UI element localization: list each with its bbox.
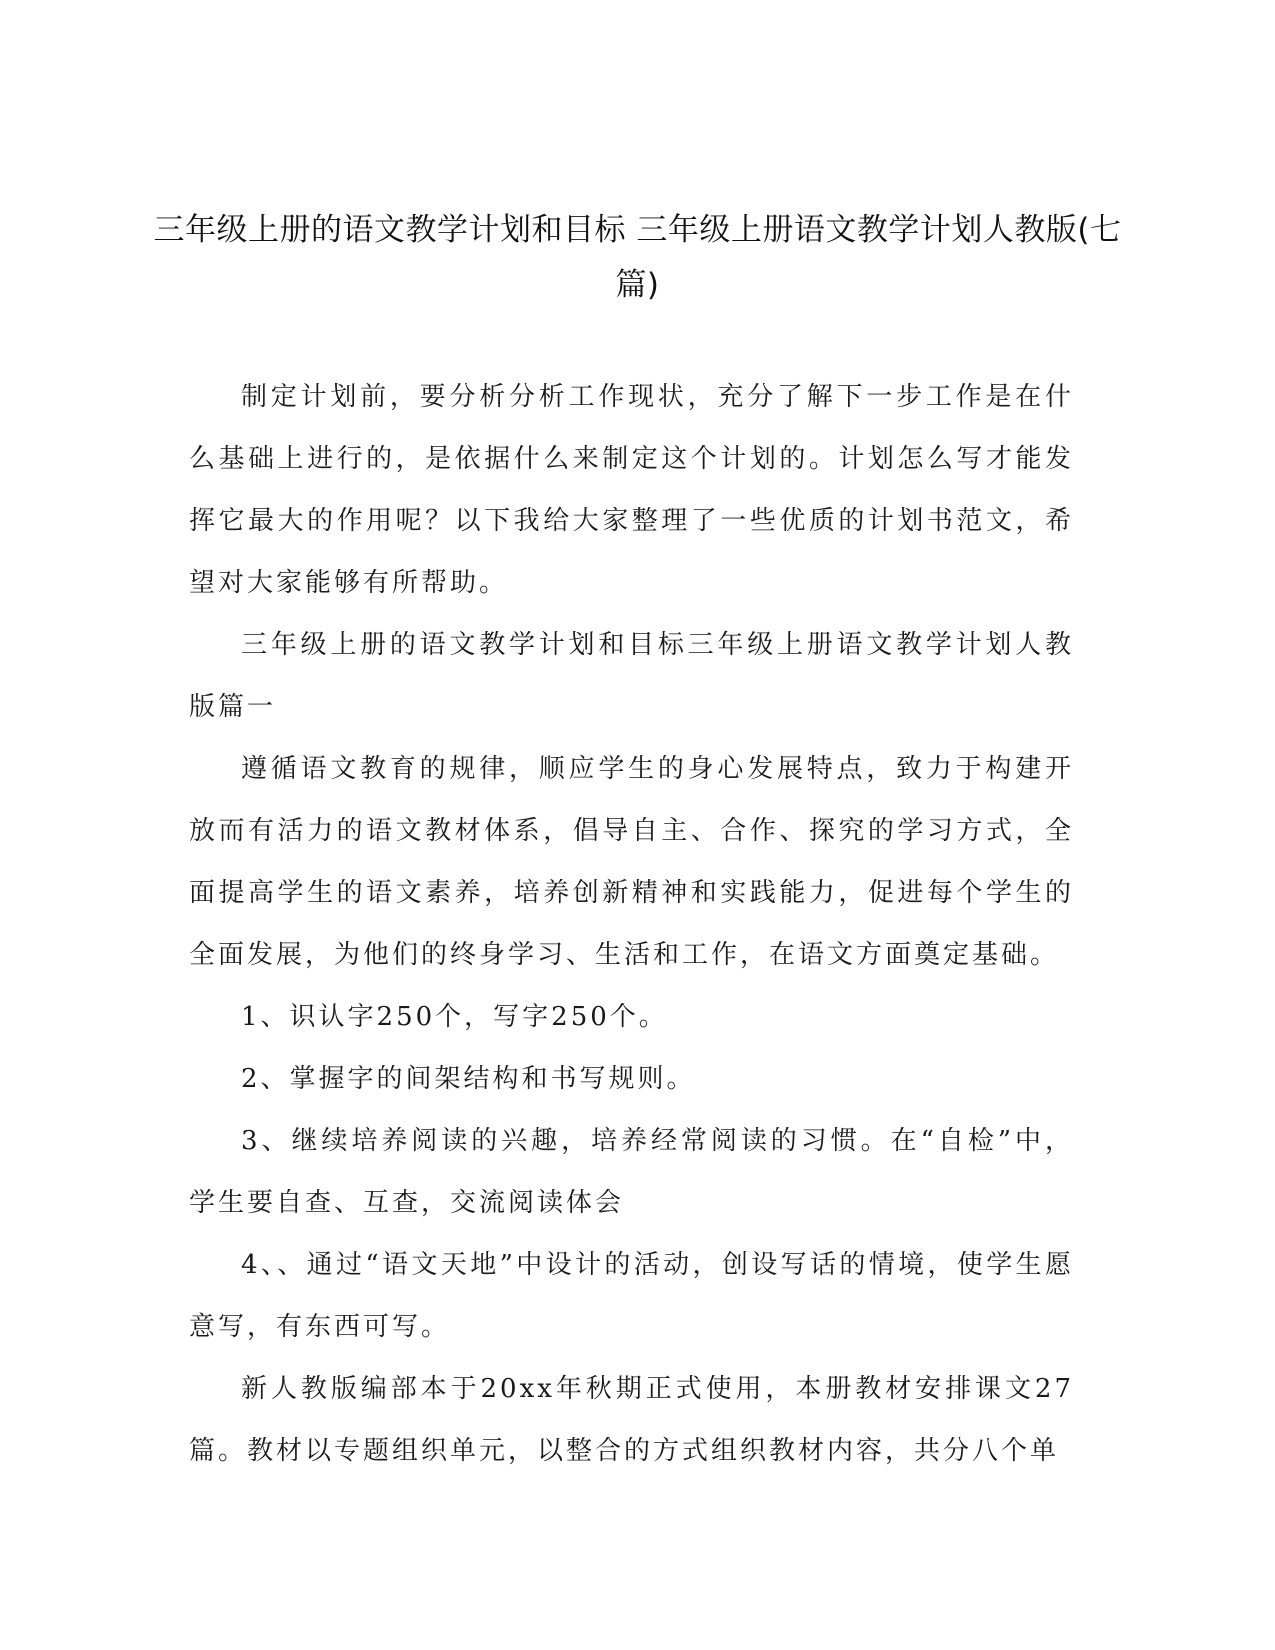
section-heading-paragraph: 三年级上册的语文教学计划和目标三年级上册语文教学计划人教版篇一 [189,630,1074,722]
goal-item-2: 2、掌握字的间架结构和书写规则。 [241,1064,696,1094]
document-body [189,366,1074,1482]
goal-item-3: 3、继续培养阅读的兴趣，培养经常阅读的习惯。在“自检”中，学生要自查、互查，交流阅读体会 [189,1126,1074,1218]
goal-item-1: 1、识认字250个，写字250个。 [241,1002,668,1032]
textbook-paragraph: 新人教版编部本于20xx年秋期正式使用，本册教材安排课文27篇。教材以专题组织单元，以整合的方式组织教材内容，共分八个单 [189,1374,1074,1466]
document-title: 三年级上册的语文教学计划和目标 三年级上册语文教学计划人教版(七篇) [153,212,1122,303]
intro-paragraph: 制定计划前，要分析分析工作现状，充分了解下一步工作是在什么基础上进行的，是依据什么来制定这个计划的。计划怎么写才能发挥它最大的作用呢？以下我给大家整理了一些优质的计划书范文，希望对大家能够有所帮助。 [189,382,1074,598]
principles-paragraph: 遵循语文教育的规律，顺应学生的身心发展特点，致力于构建开放而有活力的语文教材体系，倡导自主、合作、探究的学习方式，全面提高学生的语文素养，培养创新精神和实践能力，促进每个学生的全面发展，为他们的终身学习、生活和工作，在语文方面奠定基础。 [189,754,1074,970]
goal-item-4: 4、、通过“语文天地”中设计的活动，创设写话的情境，使学生愿意写，有东西可写。 [189,1250,1074,1342]
